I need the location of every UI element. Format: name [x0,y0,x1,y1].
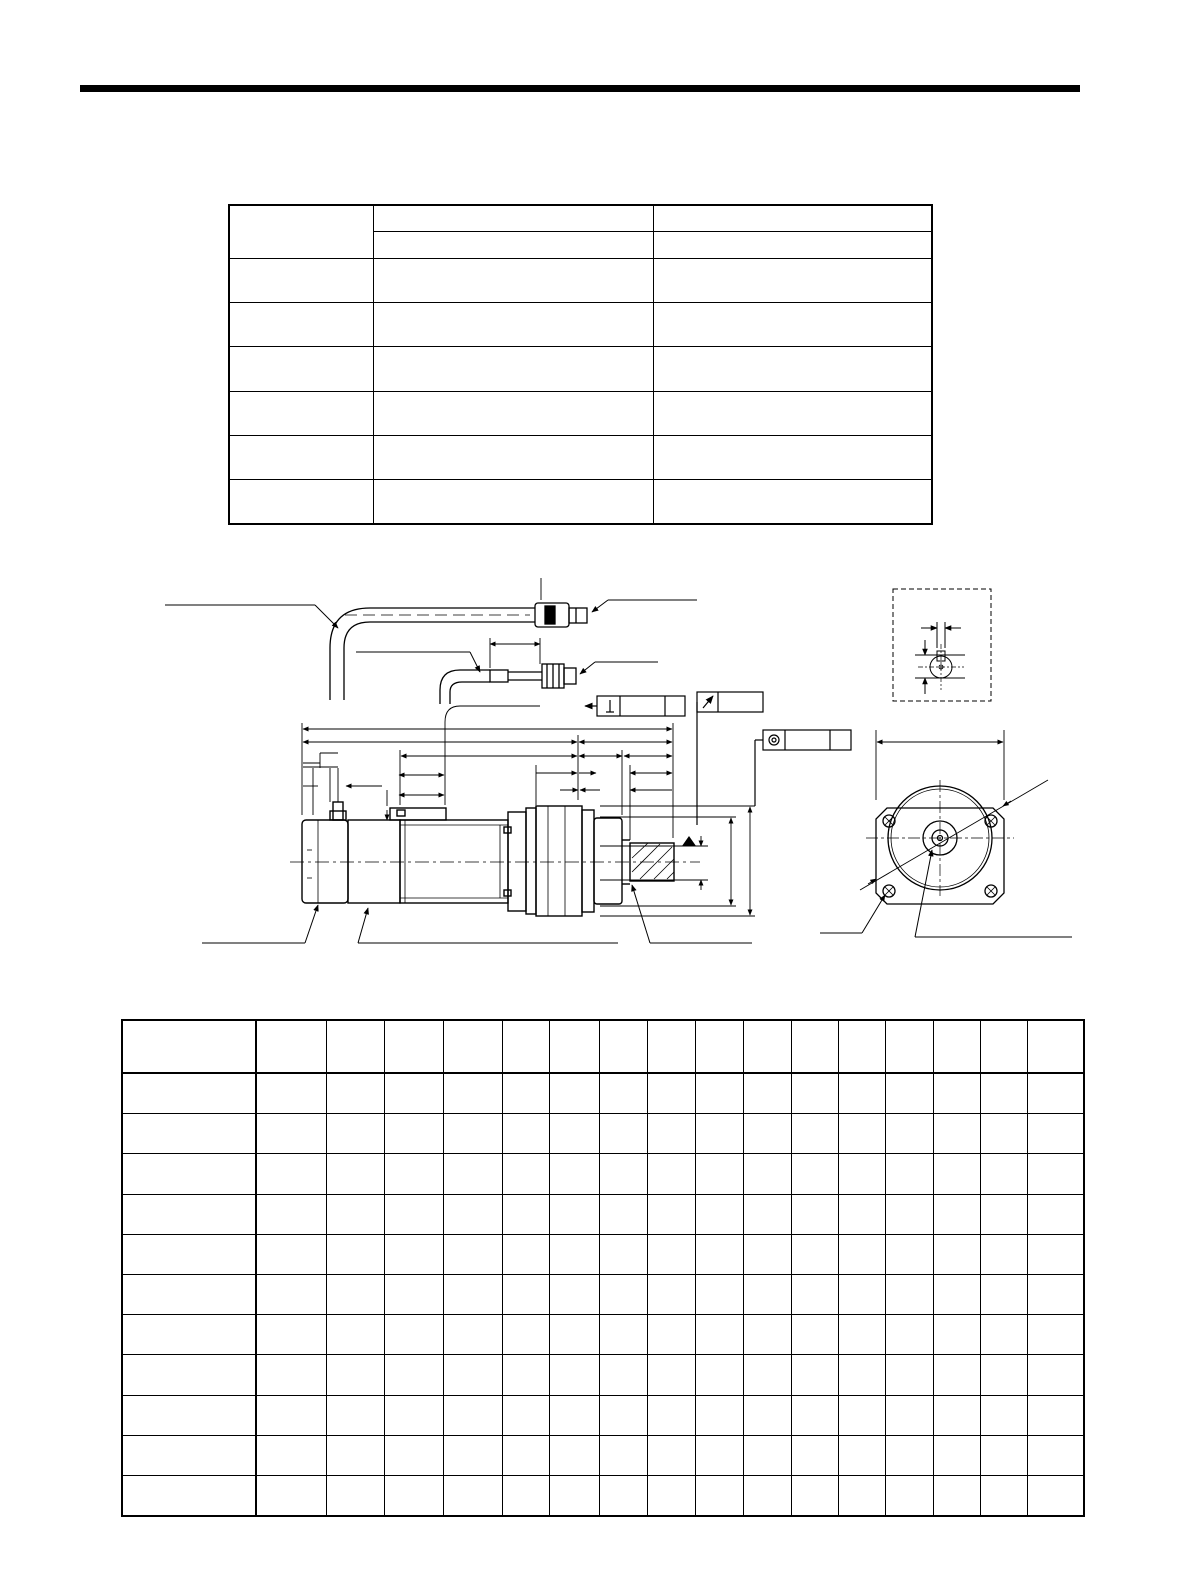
dimension-cell [384,1194,443,1234]
dimension-cell [1027,1154,1084,1194]
dimension-cell [980,1355,1027,1395]
dimension-cell [647,1073,695,1113]
dimension-cell [502,1355,549,1395]
model-cell [122,1315,256,1355]
dimension-cell [326,1114,384,1154]
dimension-cell [695,1194,743,1234]
dimension-cell [1027,1435,1084,1475]
model-cell [122,1476,256,1516]
dimension-cell [384,1020,443,1073]
dimension-cell [256,1274,326,1314]
dimension-cell [256,1476,326,1516]
dimension-cell [743,1315,791,1355]
dimension-cell [838,1234,885,1274]
dimension-cell [443,1274,502,1314]
dimension-cell [743,1234,791,1274]
dimension-cell [838,1154,885,1194]
dimension-cell [647,1020,695,1073]
dimension-cell [791,1020,838,1073]
dimension-cell [549,1020,599,1073]
dimension-cell [743,1355,791,1395]
dimension-cell [502,1395,549,1435]
dimension-cell [599,1020,647,1073]
dimension-cell [549,1154,599,1194]
dimension-cell [326,1435,384,1475]
dimension-cell [933,1073,980,1113]
dimension-cell [502,1194,549,1234]
dimension-cell [885,1154,933,1194]
dimension-cell [647,1234,695,1274]
dimension-cell [502,1154,549,1194]
dimension-cell [791,1476,838,1516]
dimension-cell [256,1234,326,1274]
connector-icon [535,603,587,688]
dimension-cell [743,1073,791,1113]
dimension-cell [838,1194,885,1234]
dimension-cell [885,1476,933,1516]
dimension-cell [256,1194,326,1234]
model-cell [122,1355,256,1395]
dimension-cell [647,1355,695,1395]
dimension-cell [885,1315,933,1355]
dimension-cell [599,1274,647,1314]
dimension-cell [695,1435,743,1475]
dimension-cell [549,1355,599,1395]
dimension-cell [1027,1315,1084,1355]
dimension-cell [549,1435,599,1475]
dimension-cell [384,1476,443,1516]
dimension-cell [695,1315,743,1355]
dimension-cell [599,1315,647,1355]
table-row [122,1274,1084,1314]
dimension-cell [647,1435,695,1475]
table-row [122,1395,1084,1435]
dimension-cell [885,1355,933,1395]
table-row [122,1154,1084,1194]
dimension-cell [443,1020,502,1073]
concentricity-symbol-icon [755,730,851,806]
dimension-cell [326,1020,384,1073]
dimension-lines [302,578,755,916]
model-cell [122,1194,256,1234]
dimension-cell [549,1234,599,1274]
dimension-cell [1027,1114,1084,1154]
dimension-cell [933,1194,980,1234]
dimension-cell [695,1020,743,1073]
dimension-cell [256,1435,326,1475]
dimension-cell [933,1154,980,1194]
dimension-cell [1027,1073,1084,1113]
dimension-cell [933,1435,980,1475]
dimension-cell [443,1154,502,1194]
dimension-cell [256,1395,326,1435]
dimension-cell [885,1435,933,1475]
dimension-cell [695,1395,743,1435]
dimension-cell [443,1073,502,1113]
dimension-cell [384,1234,443,1274]
dimension-cell [980,1020,1027,1073]
dimension-cell [885,1194,933,1234]
dimension-cell [256,1315,326,1355]
model-cell [122,1435,256,1475]
dimension-cell [549,1315,599,1355]
dimension-cell [647,1315,695,1355]
dimension-cell [980,1435,1027,1475]
dimension-cell [502,1274,549,1314]
dimension-cell [326,1315,384,1355]
dimension-cell [647,1154,695,1194]
dimension-cell [791,1114,838,1154]
dimension-cell [599,1154,647,1194]
dimension-cell [933,1315,980,1355]
dimension-cell [695,1355,743,1395]
dimension-cell [933,1355,980,1395]
dimension-cell [443,1234,502,1274]
dimension-cell [443,1435,502,1475]
dimension-cell [980,1234,1027,1274]
dimension-cell [980,1194,1027,1234]
dimension-cell [502,1020,549,1073]
model-cell [122,1114,256,1154]
motor-side-view-icon [290,802,700,916]
dimension-cell [326,1355,384,1395]
dimension-cell [326,1395,384,1435]
dimension-cell [791,1154,838,1194]
dimension-cell [502,1315,549,1355]
dimension-cell [743,1435,791,1475]
dimension-cell [647,1476,695,1516]
dimension-cell [326,1154,384,1194]
dimension-cell [695,1073,743,1113]
dimension-cell [599,1355,647,1395]
dimension-cell [647,1395,695,1435]
dimension-cell [980,1154,1027,1194]
dimension-cell [1027,1355,1084,1395]
dimension-cell [980,1315,1027,1355]
dimension-table [121,1019,1085,1517]
dimension-cell [647,1114,695,1154]
model-cell [122,1154,256,1194]
dimension-cell [256,1355,326,1395]
table-header-row [122,1020,1084,1073]
dimension-cell [443,1114,502,1154]
dimension-cell [384,1073,443,1113]
dimension-cell [1027,1476,1084,1516]
dimension-cell [838,1395,885,1435]
dimension-cell [256,1154,326,1194]
dimension-cell [933,1274,980,1314]
dimension-cell [980,1274,1027,1314]
dimension-cell [695,1154,743,1194]
dimension-cell [885,1020,933,1073]
model-cell [122,1395,256,1435]
table-row [122,1315,1084,1355]
motor-front-view-icon [860,730,1048,904]
model-cell [122,1073,256,1113]
model-cell [122,1020,256,1073]
dimension-cell [1027,1194,1084,1234]
table-row [122,1435,1084,1475]
dimension-cell [326,1234,384,1274]
dimension-cell [743,1476,791,1516]
dimension-cell [885,1073,933,1113]
dimension-cell [885,1274,933,1314]
leader-lines [165,600,1072,943]
dimension-cell [384,1395,443,1435]
dimension-cell [743,1274,791,1314]
dimension-cell [980,1476,1027,1516]
dimension-cell [838,1274,885,1314]
dimension-cell [791,1234,838,1274]
shaft-key-detail-icon [893,589,991,701]
dimension-cell [549,1073,599,1113]
dimension-cell [502,1234,549,1274]
dimension-cell [502,1476,549,1516]
dimension-cell [599,1435,647,1475]
dimension-cell [599,1395,647,1435]
dimension-cell [443,1315,502,1355]
dimension-cell [933,1395,980,1435]
dimension-cell [838,1020,885,1073]
dimension-cell [933,1476,980,1516]
dimension-cell [695,1476,743,1516]
dimension-cell [791,1194,838,1234]
dimension-cell [743,1194,791,1234]
dimension-cell [791,1274,838,1314]
dimension-cell [1027,1395,1084,1435]
table-row [122,1194,1084,1234]
dimension-cell [980,1114,1027,1154]
dimension-cell [791,1355,838,1395]
dimension-cell [695,1274,743,1314]
dimension-cell [443,1395,502,1435]
dimension-cell [502,1114,549,1154]
dimension-cell [384,1355,443,1395]
perpendicularity-symbol-icon [585,696,685,716]
dimension-cell [647,1194,695,1234]
dimension-cell [695,1234,743,1274]
dimension-cell [326,1476,384,1516]
dimension-cell [791,1395,838,1435]
dimension-cell [326,1194,384,1234]
model-cell [122,1234,256,1274]
model-cell [122,1274,256,1314]
dimension-cell [384,1154,443,1194]
dimension-cell [647,1274,695,1314]
dimension-cell [791,1315,838,1355]
dimension-cell [326,1274,384,1314]
dimension-cell [549,1395,599,1435]
datum-icon [682,836,696,846]
dimension-cell [384,1435,443,1475]
dimension-cell [743,1114,791,1154]
dimension-cell [549,1194,599,1234]
dimension-cell [1027,1274,1084,1314]
dimension-cell [838,1435,885,1475]
dimension-cell [599,1234,647,1274]
dimension-cell [256,1073,326,1113]
dimension-cell [599,1073,647,1113]
table-row [122,1073,1084,1113]
flatness-symbol-icon [697,692,763,825]
dimension-cell [384,1114,443,1154]
dimension-cell [1027,1234,1084,1274]
dimension-cell [599,1194,647,1234]
table-row [122,1234,1084,1274]
dimension-cell [326,1073,384,1113]
dimension-cell [885,1395,933,1435]
table-row [122,1476,1084,1516]
dimension-cell [980,1395,1027,1435]
dimension-cell [1027,1020,1084,1073]
dimension-cell [549,1476,599,1516]
dimension-cell [549,1114,599,1154]
dimension-cell [443,1355,502,1395]
dimension-cell [885,1234,933,1274]
dimension-cell [933,1114,980,1154]
dimension-cell [743,1154,791,1194]
dimension-cell [980,1073,1027,1113]
dimension-cell [838,1476,885,1516]
dimension-cell [885,1114,933,1154]
dimension-cell [502,1073,549,1113]
dimension-cell [443,1194,502,1234]
dimension-cell [384,1315,443,1355]
dimension-cell [443,1476,502,1516]
dimension-cell [838,1355,885,1395]
dimension-cell [599,1114,647,1154]
dimension-cell [599,1476,647,1516]
dimension-cell [743,1395,791,1435]
dimension-cell [743,1020,791,1073]
dimension-cell [256,1020,326,1073]
dimension-cell [256,1114,326,1154]
dimension-cell [791,1073,838,1113]
dimension-cell [838,1114,885,1154]
dimension-cell [838,1315,885,1355]
table-row [122,1114,1084,1154]
dimension-cell [933,1020,980,1073]
dimension-cell [549,1274,599,1314]
dimension-cell [695,1114,743,1154]
dimension-cell [502,1435,549,1475]
dimension-cell [791,1435,838,1475]
dimension-cell [838,1073,885,1113]
dimension-cell [933,1234,980,1274]
dimension-cell [384,1274,443,1314]
table-row [122,1355,1084,1395]
